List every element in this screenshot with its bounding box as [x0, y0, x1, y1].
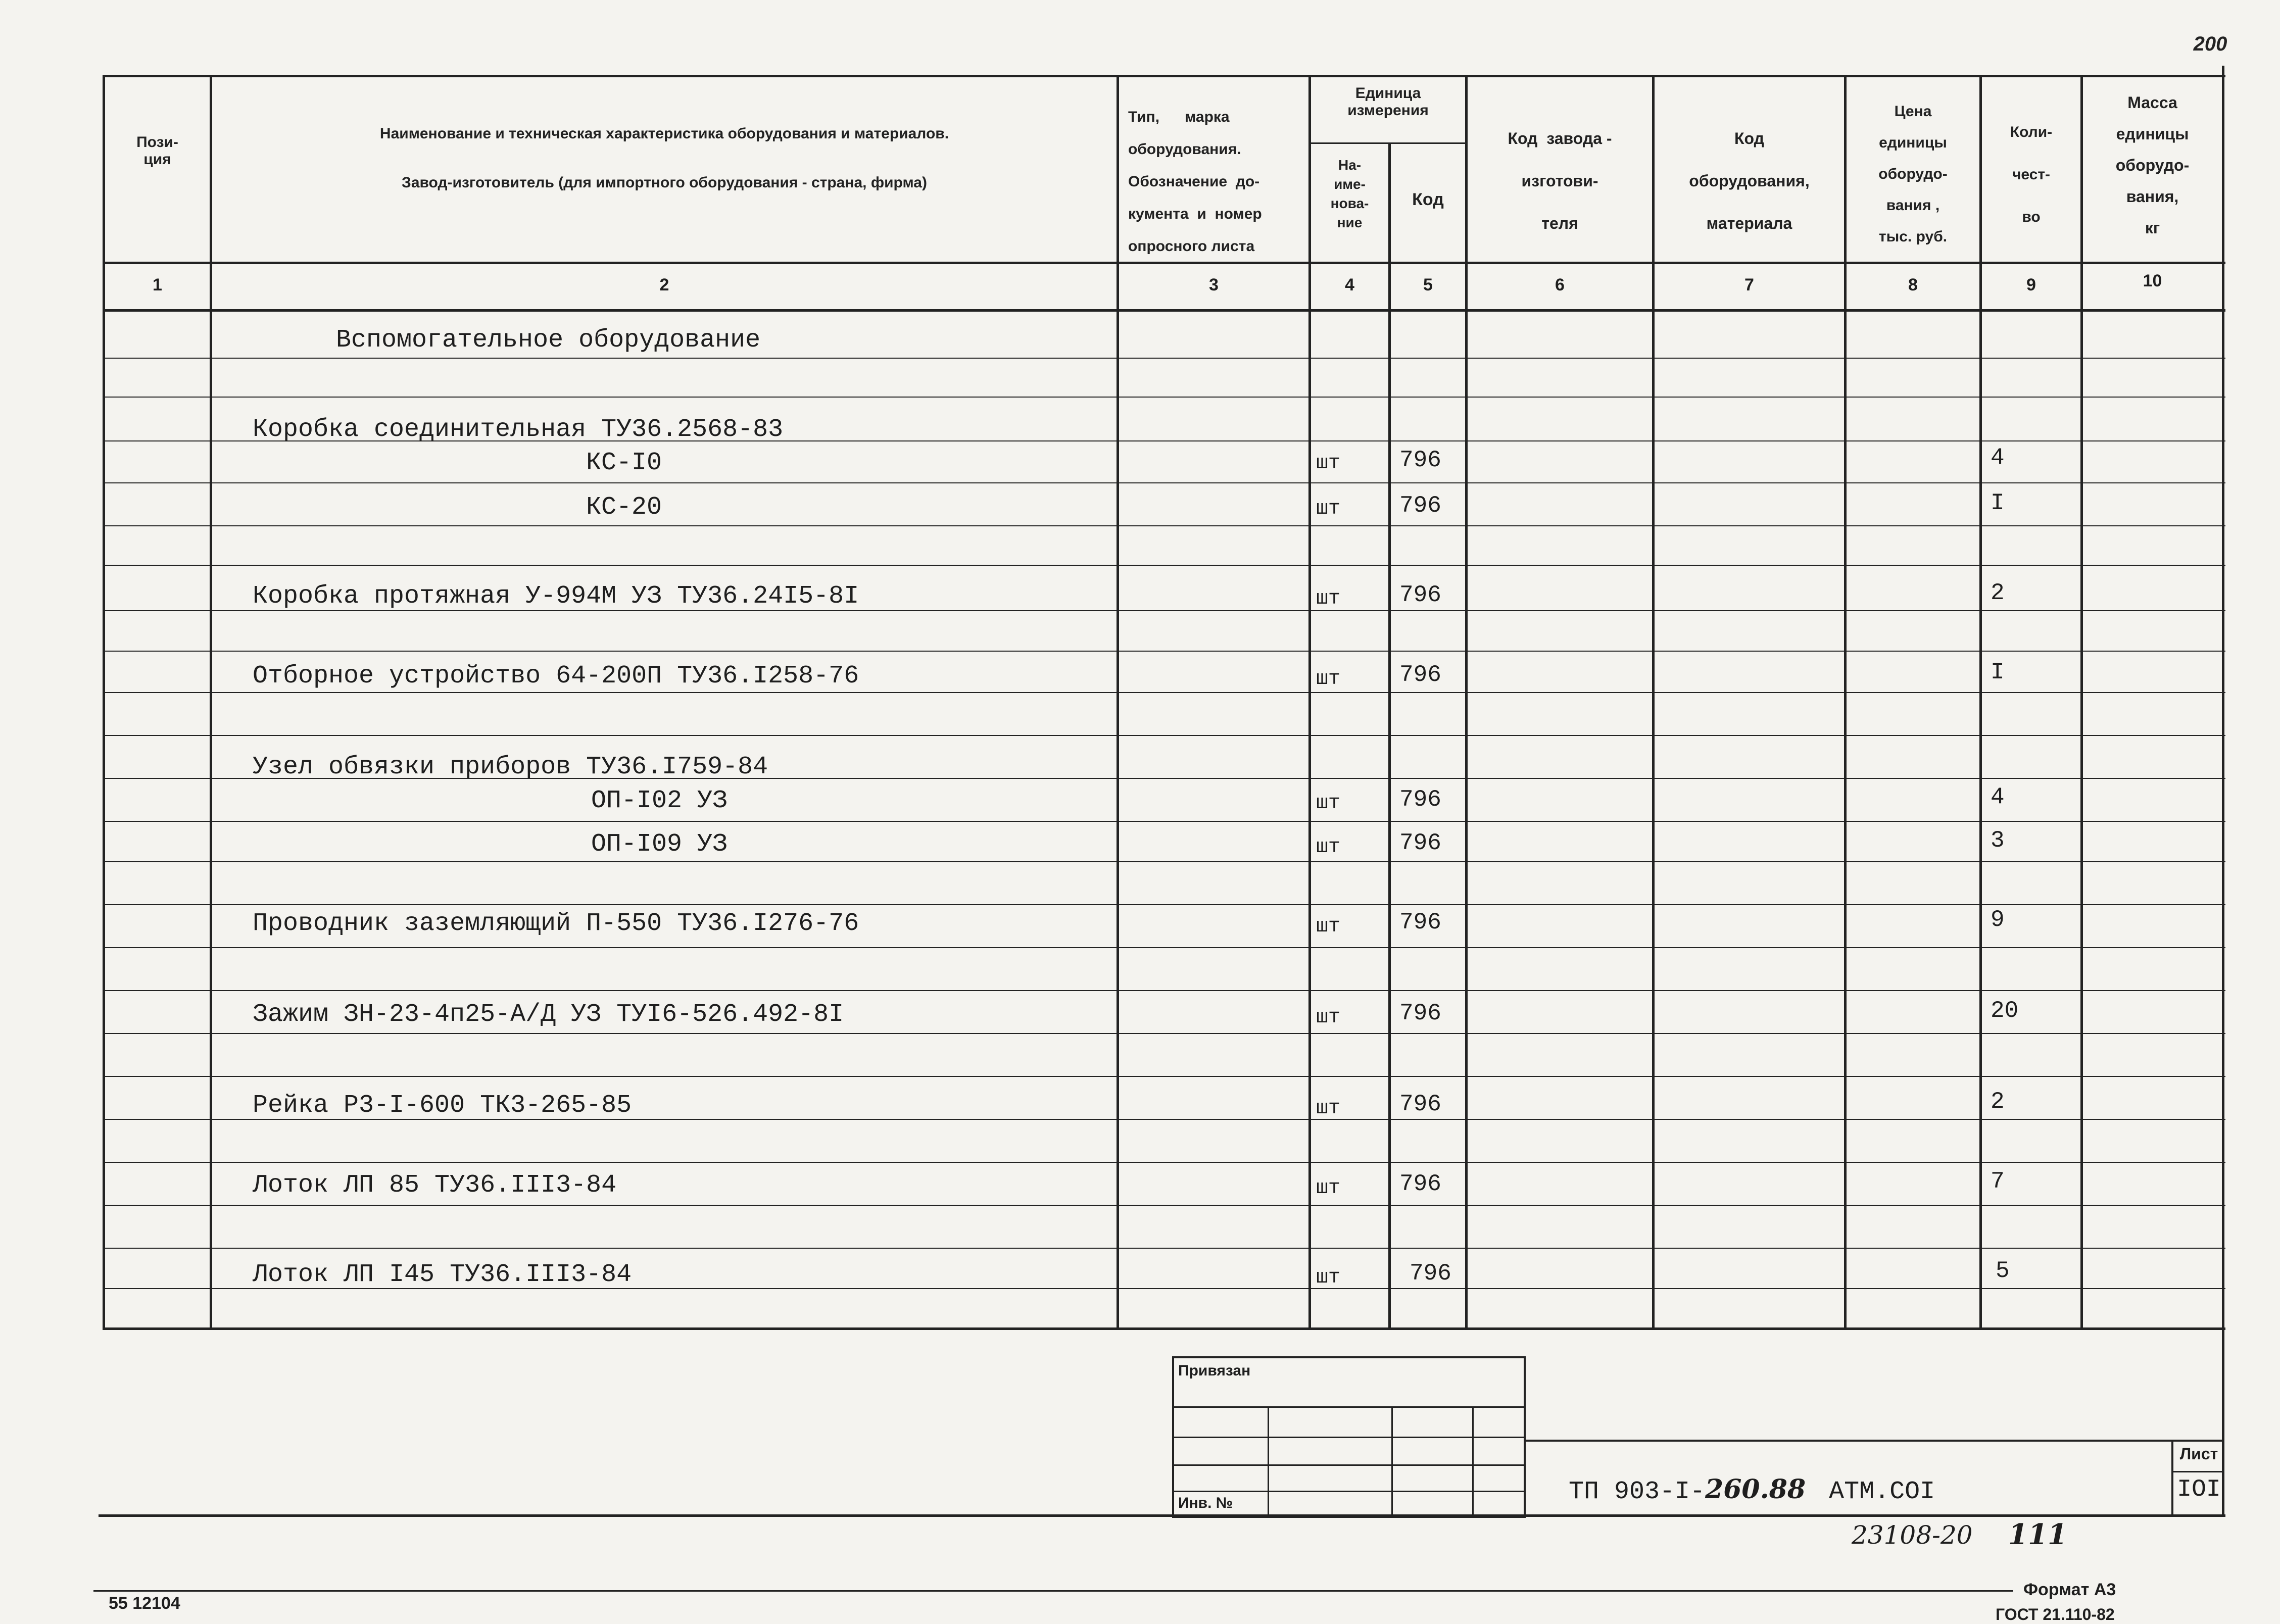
col9-title: Коли- чест- во	[2010, 124, 2053, 225]
column-number: 4	[1345, 275, 1354, 294]
row-code: 796	[1399, 1091, 1441, 1117]
row-line	[104, 397, 2225, 398]
col-divider	[2080, 75, 2083, 1330]
row-code: 796	[1399, 493, 1441, 519]
row-qty: 2	[1991, 580, 2005, 606]
handwritten-number: 23108-20	[1852, 1520, 1973, 1550]
row-unit: шт	[1316, 1097, 1341, 1120]
row-name: Узел обвязки приборов ТУ36.I759-84	[253, 753, 768, 781]
row-name: Отборное устройство 64-200П ТУ36.I258-76	[253, 662, 859, 691]
col-divider	[1117, 75, 1119, 1330]
col-divider	[1979, 75, 1982, 1330]
doc-suffix: АТМ.СОI	[1829, 1478, 1935, 1506]
row-line	[104, 735, 2225, 736]
unit-subheader-line	[1308, 142, 1465, 144]
row-code: 796	[1399, 582, 1441, 608]
sheet-cell-mid	[2171, 1471, 2224, 1472]
row-name: Коробка соединительная ТУ36.2568-83	[253, 415, 784, 444]
col-divider	[1465, 75, 1468, 1330]
row-line	[104, 1162, 2225, 1163]
row-name: Вспомогательное оборудование	[336, 326, 761, 355]
doc-prefix: ТП 903-I-	[1569, 1478, 1706, 1506]
row-line	[104, 1248, 2225, 1249]
row-name: Лоток ЛП 85 ТУ36.III3-84	[253, 1171, 617, 1200]
row-qty: 2	[1991, 1089, 2005, 1115]
row-qty: 3	[1991, 827, 2005, 854]
row-name: ОП-I09 УЗ	[591, 830, 728, 859]
row-code: 796	[1399, 1000, 1441, 1026]
row-unit: шт	[1316, 1006, 1341, 1029]
row-name: Зажим ЗН-23-4п25-А/Д УЗ ТУI6-526.492-8I	[253, 1000, 844, 1029]
col4-title: На- име- нова- ние	[1330, 157, 1369, 230]
row-name: Рейка Р3-I-600 ТК3-265-85	[253, 1091, 632, 1120]
row-qty: 9	[1991, 907, 2005, 933]
row-qty: I	[1991, 659, 2005, 685]
frame-left	[103, 75, 105, 1330]
row-unit: шт	[1316, 792, 1341, 815]
row-unit: шт	[1316, 1266, 1341, 1289]
sheet-label: Лист	[2179, 1445, 2218, 1463]
col-divider	[1844, 75, 1847, 1330]
col5-title: Код	[1412, 190, 1444, 209]
row-line	[104, 692, 2225, 693]
row-line	[104, 904, 2225, 905]
row-name: ОП-I02 УЗ	[591, 786, 728, 815]
col2-title-line1: Наименование и техническая характеристика оборудования и материалов.	[379, 125, 949, 142]
column-number: 8	[1908, 275, 1918, 294]
row-qty: 4	[1991, 784, 2005, 810]
footer-left-code: 55 12104	[109, 1594, 180, 1613]
row-qty: 4	[1991, 445, 2005, 471]
frame-right	[2222, 66, 2224, 1517]
sheet-corner-number: 200	[2193, 33, 2227, 55]
row-qty: I	[1991, 490, 2005, 516]
column-number: 5	[1423, 275, 1433, 294]
footer-rule	[93, 1590, 2013, 1592]
row-unit: шт	[1316, 1177, 1341, 1200]
row-line	[104, 1205, 2225, 1206]
page-frame-bottom	[99, 1514, 2225, 1517]
row-unit: шт	[1316, 452, 1341, 475]
row-code: 796	[1399, 786, 1441, 813]
doc-handwritten: 260.88	[1705, 1474, 1806, 1505]
row-code: 796	[1399, 447, 1441, 473]
col10-title: Масса единицы оборудо- вания, кг	[2115, 93, 2190, 237]
col45-title: Единица измерения	[1347, 85, 1429, 119]
col8-title: Цена единицы оборудо- вания , тыс. руб.	[1878, 103, 1948, 245]
row-unit: шт	[1316, 668, 1341, 691]
column-number: 2	[659, 275, 669, 294]
col-divider	[1308, 75, 1311, 1330]
row-unit: шт	[1316, 915, 1341, 938]
row-code: 796	[1399, 909, 1441, 936]
row-line	[104, 947, 2225, 948]
row-line	[104, 1076, 2225, 1077]
row-name: Проводник заземляющий П-550 ТУ36.I276-76	[253, 909, 859, 938]
table-top-border	[104, 75, 2225, 77]
col-divider	[210, 75, 212, 1330]
binding-label: Привязан	[1178, 1362, 1251, 1379]
inventory-label: Инв. №	[1178, 1495, 1233, 1511]
row-unit: шт	[1316, 498, 1341, 520]
column-number: 9	[2026, 275, 2036, 294]
row-code: 796	[1410, 1260, 1451, 1287]
row-code: 796	[1399, 662, 1441, 688]
paper-format: Формат А3	[2023, 1580, 2116, 1599]
row-name: Коробка протяжная У-994М УЗ ТУ36.24I5-8I	[253, 582, 859, 611]
row-line	[104, 565, 2225, 566]
row-qty: 7	[1991, 1168, 2005, 1195]
col-divider	[1652, 75, 1655, 1330]
row-name: Лоток ЛП I45 ТУ36.III3-84	[253, 1260, 632, 1289]
row-line	[104, 651, 2225, 652]
column-number: 7	[1744, 275, 1754, 294]
row-qty: 5	[1996, 1258, 2010, 1284]
binding-block	[1172, 1356, 1526, 1518]
row-name: КС-I0	[586, 449, 662, 477]
row-line	[104, 861, 2225, 862]
col7-title: Код оборудования, материала	[1689, 129, 1810, 232]
row-code: 796	[1399, 1171, 1441, 1197]
gost-reference: ГОСТ 21.110-82	[1996, 1605, 2115, 1623]
col2-title-line2: Завод-изготовитель (для импортного оборудования - страна, фирма)	[402, 174, 927, 191]
row-unit: шт	[1316, 587, 1341, 610]
row-line	[104, 525, 2225, 526]
title-block-top	[1526, 1440, 2224, 1442]
column-number: 3	[1209, 275, 1219, 294]
sheet-cell-left	[2171, 1440, 2173, 1515]
table-bottom-border	[104, 1327, 2225, 1330]
col3-title: Тип, марка оборудования. Обозначение до- кумента и номер опросного листа	[1128, 109, 1262, 255]
row-name: КС-20	[586, 493, 662, 522]
column-number: 6	[1555, 275, 1565, 294]
col-divider	[1388, 142, 1391, 1330]
row-line	[104, 990, 2225, 991]
col6-title: Код завода - изготови- теля	[1508, 129, 1612, 232]
row-unit: шт	[1316, 836, 1341, 859]
column-number: 10	[2143, 271, 2162, 290]
row-line	[104, 1033, 2225, 1034]
row-line	[104, 358, 2225, 359]
row-qty: 20	[1991, 998, 2019, 1024]
col1-title: Пози- ция	[136, 134, 178, 168]
colnum-bottom-border	[104, 309, 2225, 312]
handwritten-mark: 111	[2008, 1518, 2067, 1551]
column-number: 1	[153, 275, 162, 294]
row-line	[104, 821, 2225, 822]
row-code: 796	[1399, 830, 1441, 856]
row-line	[104, 482, 2225, 483]
sheet-number: IOI	[2177, 1476, 2221, 1503]
document-designation	[1569, 1474, 1935, 1506]
